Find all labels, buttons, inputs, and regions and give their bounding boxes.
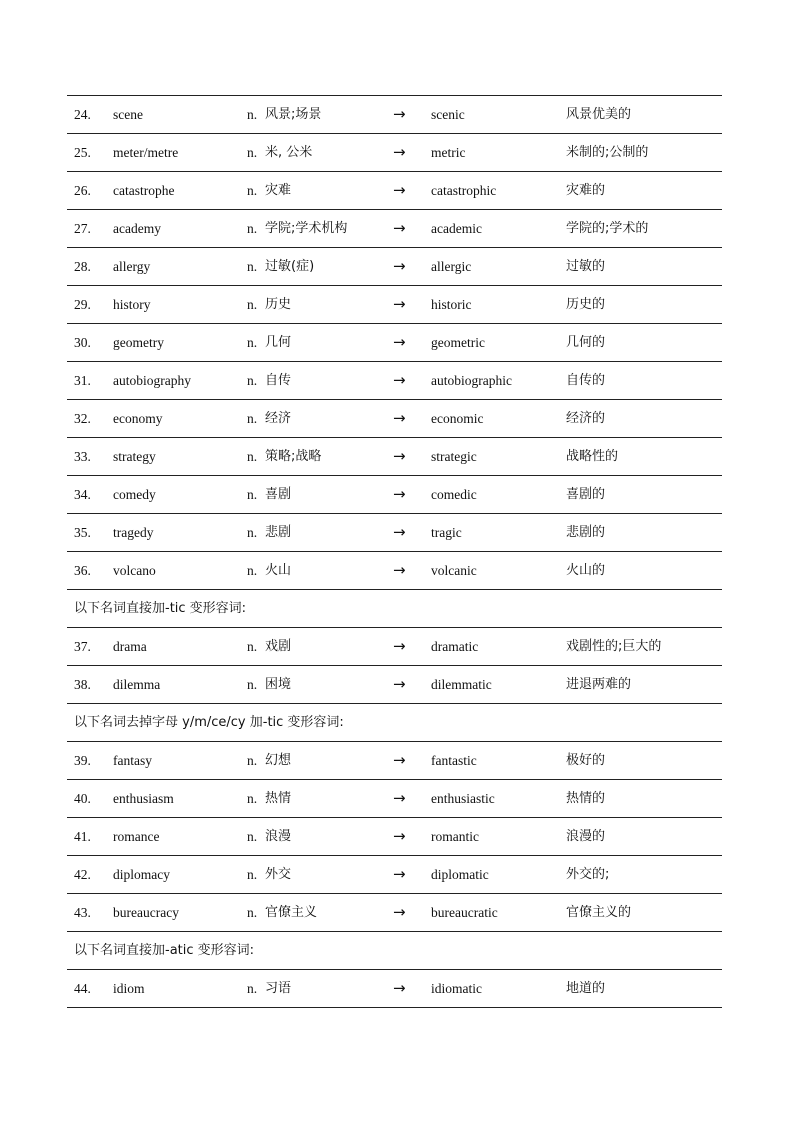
vocab-row: [67, 628, 722, 666]
arrow-icon: →: [393, 789, 406, 807]
entry-number: 24.: [74, 107, 91, 122]
noun-meaning: 喜剧: [265, 487, 292, 502]
part-of-speech: n.: [247, 791, 258, 806]
adjective-word: catastrophic: [431, 183, 497, 198]
adjective-meaning: 地道的: [566, 981, 606, 996]
arrow-icon: →: [393, 675, 406, 693]
part-of-speech: n.: [247, 639, 258, 654]
adjective-meaning: 学院的;学术的: [566, 221, 649, 236]
noun-meaning: 幻想: [265, 753, 292, 768]
noun-word: geometry: [113, 335, 164, 350]
arrow-icon: →: [393, 257, 406, 275]
adjective-meaning: 米制的;公制的: [566, 145, 649, 160]
adjective-word: dilemmatic: [431, 677, 492, 692]
adjective-meaning: 热情的: [566, 791, 606, 806]
entry-number: 38.: [74, 677, 91, 692]
entry-number: 39.: [74, 753, 91, 768]
noun-meaning: 火山: [265, 563, 292, 578]
vocab-row: [67, 210, 722, 248]
part-of-speech: n.: [247, 107, 258, 122]
vocab-row: [67, 96, 722, 134]
vocab-row: [67, 476, 722, 514]
adjective-word: volcanic: [431, 563, 477, 578]
arrow-icon: →: [393, 523, 406, 541]
adjective-word: metric: [431, 145, 466, 160]
arrow-icon: →: [393, 865, 406, 883]
entry-number: 27.: [74, 221, 91, 236]
part-of-speech: n.: [247, 221, 258, 236]
noun-meaning: 风景;场景: [265, 107, 322, 122]
entry-number: 42.: [74, 867, 91, 882]
noun-word: drama: [113, 639, 147, 654]
part-of-speech: n.: [247, 525, 258, 540]
noun-meaning: 过敏(症): [265, 259, 315, 274]
noun-meaning: 悲剧: [265, 525, 292, 540]
arrow-icon: →: [393, 333, 406, 351]
noun-meaning: 几何: [265, 335, 292, 350]
noun-word: volcano: [113, 563, 156, 578]
section-heading-row: [67, 590, 722, 628]
vocab-row: [67, 134, 722, 172]
adjective-meaning: 喜剧的: [566, 487, 606, 502]
entry-number: 31.: [74, 373, 91, 388]
part-of-speech: n.: [247, 373, 258, 388]
entry-number: 32.: [74, 411, 91, 426]
noun-meaning: 经济: [265, 411, 292, 426]
entry-number: 36.: [74, 563, 91, 578]
section-heading: 以下名词去掉字母 y/m/ce/cy 加-tic 变形容词:: [74, 715, 344, 730]
entry-number: 41.: [74, 829, 91, 844]
arrow-icon: →: [393, 181, 406, 199]
arrow-icon: →: [393, 219, 406, 237]
adjective-word: dramatic: [431, 639, 479, 654]
arrow-icon: →: [393, 371, 406, 389]
adjective-meaning: 进退两难的: [566, 677, 632, 692]
vocab-row: [67, 856, 722, 894]
noun-meaning: 官僚主义: [265, 905, 318, 920]
vocab-row: [67, 742, 722, 780]
entry-number: 29.: [74, 297, 91, 312]
part-of-speech: n.: [247, 449, 258, 464]
noun-word: comedy: [113, 487, 156, 502]
vocab-row: [67, 172, 722, 210]
noun-meaning: 困境: [265, 677, 292, 692]
arrow-icon: →: [393, 903, 406, 921]
arrow-icon: →: [393, 143, 406, 161]
vocab-row: [67, 666, 722, 704]
adjective-meaning: 风景优美的: [566, 107, 632, 122]
part-of-speech: n.: [247, 981, 258, 996]
part-of-speech: n.: [247, 259, 258, 274]
entry-number: 40.: [74, 791, 91, 806]
vocab-row: [67, 780, 722, 818]
adjective-meaning: 外交的;: [566, 867, 610, 882]
vocabulary-table: [67, 95, 722, 1008]
adjective-word: comedic: [431, 487, 477, 502]
noun-word: enthusiasm: [113, 791, 174, 806]
vocab-row: [67, 286, 722, 324]
adjective-word: fantastic: [431, 753, 477, 768]
noun-word: tragedy: [113, 525, 154, 540]
adjective-meaning: 几何的: [566, 335, 606, 350]
adjective-word: allergic: [431, 259, 472, 274]
noun-meaning: 外交: [265, 867, 292, 882]
noun-word: allergy: [113, 259, 151, 274]
part-of-speech: n.: [247, 183, 258, 198]
noun-word: scene: [113, 107, 143, 122]
entry-number: 35.: [74, 525, 91, 540]
adjective-meaning: 浪漫的: [566, 829, 606, 844]
adjective-word: tragic: [431, 525, 462, 540]
adjective-word: bureaucratic: [431, 905, 498, 920]
noun-meaning: 习语: [265, 981, 292, 996]
entry-number: 43.: [74, 905, 91, 920]
noun-meaning: 热情: [265, 791, 292, 806]
adjective-meaning: 戏剧性的;巨大的: [566, 639, 662, 654]
entry-number: 28.: [74, 259, 91, 274]
adjective-word: strategic: [431, 449, 477, 464]
adjective-word: scenic: [431, 107, 465, 122]
noun-meaning: 米, 公米: [265, 145, 313, 160]
entry-number: 33.: [74, 449, 91, 464]
vocab-row: [67, 362, 722, 400]
arrow-icon: →: [393, 561, 406, 579]
noun-meaning: 灾难: [265, 183, 292, 198]
arrow-icon: →: [393, 827, 406, 845]
noun-word: academy: [113, 221, 161, 236]
entry-number: 37.: [74, 639, 91, 654]
vocab-row: [67, 324, 722, 362]
adjective-word: enthusiastic: [431, 791, 495, 806]
noun-word: strategy: [113, 449, 156, 464]
adjective-word: historic: [431, 297, 472, 312]
section-heading-row: [67, 932, 722, 970]
section-heading: 以下名词直接加-atic 变形容词:: [74, 943, 255, 958]
entry-number: 34.: [74, 487, 91, 502]
part-of-speech: n.: [247, 411, 258, 426]
vocab-row: [67, 438, 722, 476]
adjective-word: romantic: [431, 829, 479, 844]
noun-meaning: 自传: [265, 373, 292, 388]
noun-word: idiom: [113, 981, 145, 996]
adjective-meaning: 极好的: [566, 753, 606, 768]
noun-word: history: [113, 297, 151, 312]
noun-word: meter/metre: [113, 145, 179, 160]
entry-number: 44.: [74, 981, 91, 996]
entry-number: 25.: [74, 145, 91, 160]
adjective-meaning: 自传的: [566, 373, 606, 388]
adjective-meaning: 经济的: [566, 411, 606, 426]
arrow-icon: →: [393, 409, 406, 427]
adjective-word: idiomatic: [431, 981, 482, 996]
vocab-row: [67, 552, 722, 590]
adjective-word: academic: [431, 221, 482, 236]
vocab-row: [67, 514, 722, 552]
vocab-row: [67, 248, 722, 286]
noun-word: bureaucracy: [113, 905, 179, 920]
noun-meaning: 历史: [265, 297, 292, 312]
part-of-speech: n.: [247, 905, 258, 920]
adjective-word: geometric: [431, 335, 485, 350]
adjective-meaning: 官僚主义的: [566, 905, 632, 920]
vocab-row: [67, 818, 722, 856]
adjective-meaning: 历史的: [566, 297, 606, 312]
adjective-meaning: 火山的: [566, 563, 606, 578]
part-of-speech: n.: [247, 677, 258, 692]
vocab-row: [67, 400, 722, 438]
arrow-icon: →: [393, 105, 406, 123]
arrow-icon: →: [393, 485, 406, 503]
adjective-word: autobiographic: [431, 373, 512, 388]
adjective-meaning: 悲剧的: [566, 525, 606, 540]
noun-meaning: 戏剧: [265, 639, 292, 654]
entry-number: 30.: [74, 335, 91, 350]
noun-word: economy: [113, 411, 163, 426]
noun-word: autobiography: [113, 373, 191, 388]
noun-word: fantasy: [113, 753, 152, 768]
noun-word: romance: [113, 829, 160, 844]
section-heading: 以下名词直接加-tic 变形容词:: [74, 601, 247, 616]
vocab-row: [67, 894, 722, 932]
arrow-icon: →: [393, 447, 406, 465]
part-of-speech: n.: [247, 563, 258, 578]
arrow-icon: →: [393, 637, 406, 655]
part-of-speech: n.: [247, 829, 258, 844]
part-of-speech: n.: [247, 335, 258, 350]
entry-number: 26.: [74, 183, 91, 198]
part-of-speech: n.: [247, 753, 258, 768]
adjective-meaning: 灾难的: [566, 183, 606, 198]
arrow-icon: →: [393, 979, 406, 997]
adjective-word: economic: [431, 411, 484, 426]
noun-word: diplomacy: [113, 867, 170, 882]
noun-meaning: 学院;学术机构: [265, 221, 348, 236]
noun-meaning: 浪漫: [265, 829, 292, 844]
part-of-speech: n.: [247, 867, 258, 882]
adjective-meaning: 过敏的: [566, 259, 606, 274]
noun-word: catastrophe: [113, 183, 175, 198]
noun-word: dilemma: [113, 677, 161, 692]
vocab-row: [67, 970, 722, 1008]
part-of-speech: n.: [247, 145, 258, 160]
part-of-speech: n.: [247, 297, 258, 312]
adjective-meaning: 战略性的: [566, 449, 619, 464]
adjective-word: diplomatic: [431, 867, 489, 882]
arrow-icon: →: [393, 295, 406, 313]
section-heading-row: [67, 704, 722, 742]
part-of-speech: n.: [247, 487, 258, 502]
arrow-icon: →: [393, 751, 406, 769]
noun-meaning: 策略;战略: [265, 449, 322, 464]
